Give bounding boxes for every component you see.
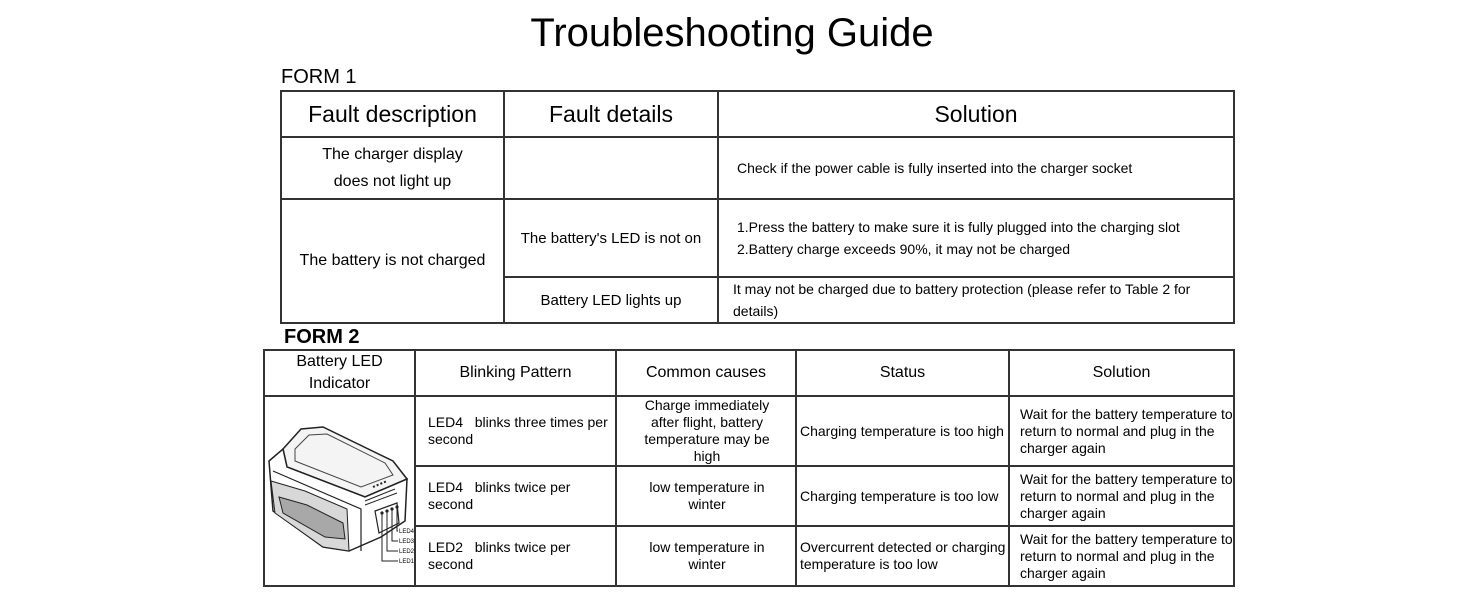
form1-table	[280, 90, 1235, 324]
blinking-pattern-cell: LED2 blinks twice per second	[415, 526, 616, 586]
form1-header-fault-description: Fault description	[281, 91, 504, 137]
common-cause-cell: Charge immediately after flight, battery temperature may be high	[616, 396, 796, 466]
solution-cell: Check if the power cable is fully inserted into the charger socket	[718, 137, 1234, 199]
form2-header-led-indicator: Battery LED Indicator	[264, 350, 415, 396]
fault-description-cell: The battery is not charged	[281, 199, 504, 323]
form1-header-solution: Solution	[718, 91, 1234, 137]
form1-header-row	[281, 91, 1234, 137]
battery-illustration-cell	[264, 396, 415, 586]
table-row	[264, 396, 1234, 466]
solution-cell: Wait for the battery temperature to return to normal and plug in the charger again	[1009, 466, 1234, 526]
solution-cell: Wait for the battery temperature to return to normal and plug in the charger again	[1009, 526, 1234, 586]
form2-header-blinking-pattern: Blinking Pattern	[415, 350, 616, 396]
status-cell: Charging temperature is too low	[796, 466, 1009, 526]
led4-label: LED4	[399, 529, 414, 535]
led2-label: LED2	[399, 549, 414, 555]
fault-details-cell: Battery LED lights up	[504, 277, 718, 323]
fault-description-cell	[281, 137, 504, 199]
form1-label: FORM 1	[281, 66, 357, 88]
common-cause-cell: low temperature in winter	[616, 466, 796, 526]
form2-header-common-causes: Common causes	[616, 350, 796, 396]
status-cell: Charging temperature is too high	[796, 396, 1009, 466]
solution-cell	[718, 199, 1234, 277]
blinking-pattern-cell: LED4 blinks three times per second	[415, 396, 616, 466]
status-cell: Overcurrent detected or charging temperature is too low	[796, 526, 1009, 586]
fault-description-line: The charger display	[322, 146, 463, 163]
fault-details-cell	[504, 137, 718, 199]
form2-header-row	[264, 350, 1234, 396]
page-title: Troubleshooting Guide	[530, 11, 934, 55]
form2-table	[263, 349, 1235, 587]
fault-details-cell: The battery's LED is not on	[504, 199, 718, 277]
solution-cell: It may not be charged due to battery protection (please refer to Table 2 for details)	[718, 277, 1234, 323]
table-row	[281, 199, 1234, 277]
form1-header-fault-details: Fault details	[504, 91, 718, 137]
common-cause-cell: low temperature in winter	[616, 526, 796, 586]
solution-line: 2.Battery charge exceeds 90%, it may not be charged	[737, 241, 1071, 257]
solution-cell: Wait for the battery temperature to return to normal and plug in the charger again	[1009, 396, 1234, 466]
led1-label: LED1	[399, 559, 414, 565]
form2-header-solution: Solution	[1009, 350, 1234, 396]
form2-header-status: Status	[796, 350, 1009, 396]
solution-line: 1.Press the battery to make sure it is fully plugged into the charging slot	[737, 219, 1180, 235]
form2-label: FORM 2	[284, 326, 360, 348]
led3-label: LED3	[399, 539, 414, 545]
battery-illustration	[265, 401, 414, 581]
table-row	[281, 137, 1234, 199]
fault-description-line: does not light up	[333, 173, 452, 190]
blinking-pattern-cell: LED4 blinks twice per second	[415, 466, 616, 526]
